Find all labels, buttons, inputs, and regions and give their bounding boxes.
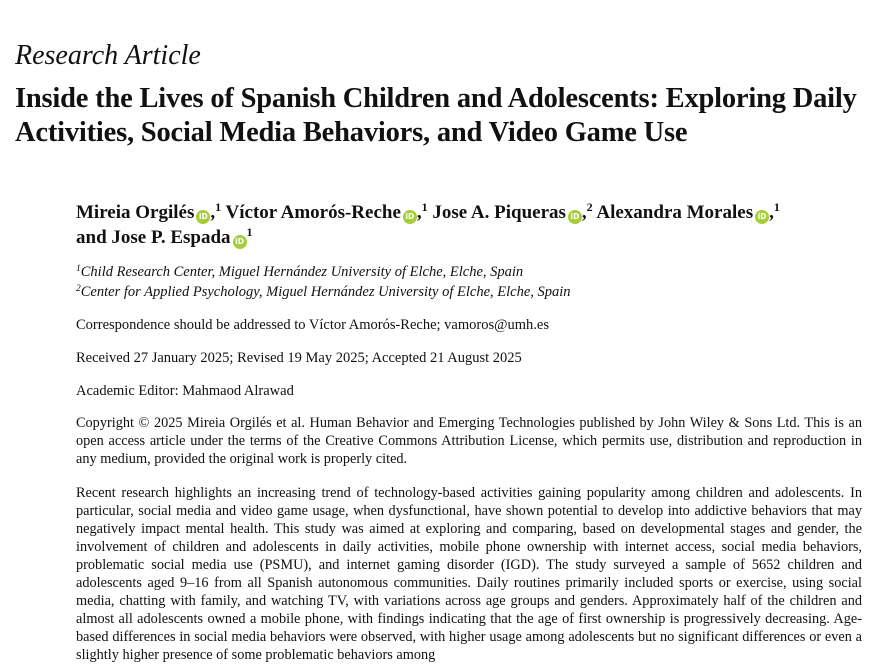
author-name[interactable]: Alexandra Morales: [596, 202, 754, 223]
authors-conjunction: and: [76, 227, 107, 248]
affiliation-marker: 2: [586, 200, 593, 214]
author-name[interactable]: Jose A. Piqueras: [432, 202, 566, 223]
copyright-paragraph: Copyright © 2025 Mireia Orgilés et al. Human Behavior and Emerging Technologies published by John Wiley & Sons Ltd. This is an open access article under the terms of the Creative Commons Attribution License, which permits use, distribution and reproduction in any medium, provided the original work is properly cited.: [76, 415, 862, 467]
article-type-label: Research Article: [15, 40, 201, 71]
affiliation-marker: 1: [421, 200, 428, 214]
article-title: Inside the Lives of Spanish Children and Adolescents: Exploring Daily Activities, Social Media Behaviors, and Video Game Use: [15, 83, 857, 148]
orcid-icon[interactable]: iD: [755, 210, 769, 224]
affiliation-item: $^2$Center for Applied Psychology, Miguel Hernández University of Elche, Elche, Spain: [76, 284, 571, 300]
orcid-icon[interactable]: iD: [568, 210, 582, 224]
affiliation-marker: 1: [246, 225, 253, 239]
correspondence-line: Correspondence should be addressed to Víctor Amorós-Reche; vamoros@umh.es: [76, 317, 549, 333]
orcid-icon[interactable]: iD: [233, 235, 247, 249]
author-name[interactable]: Jose P. Espada: [111, 227, 231, 248]
author-list: Mireia Orgilés iD ,$^1$ Víctor Amorós-Reche iD ,$^1$ Jose A. Piqueras iD ,$^2$ Alexandra Morales iD ,$^1$ and Jose P. Espada iD$^1$: [76, 200, 780, 248]
author-name[interactable]: Víctor Amorós-Reche: [225, 202, 401, 223]
orcid-icon[interactable]: iD: [196, 210, 210, 224]
affiliation-marker: 1: [215, 200, 222, 214]
affiliation-item: $^1$Child Research Center, Miguel Hernández University of Elche, Elche, Spain: [76, 264, 524, 280]
affiliation-marker: 1: [773, 200, 780, 214]
orcid-icon[interactable]: iD: [403, 210, 417, 224]
academic-editor-line: Academic Editor: Mahmaod Alrawad: [76, 383, 294, 399]
abstract-paragraph: Recent research highlights an increasing trend of technology-based activities gaining popularity among children and adolescents. In particular, social media and video game usage, when dysfunctional, have shown potential to develop into addictive behaviors that may negatively impact mental health. This study was aimed at exploring and comparing, based on developmental stages and gender, the involvement of children and adolescents in daily activities, mobile phone ownership with internet access, social media behaviors, problematic social media use (PSMU), and internet gaming disorder (IGD). The study surveyed a sample of 5652 children and adolescents aged 9–16 from all Spanish autonomous communities. Daily routines primarily included sports or exercise, using social media, chatting with family, and watching TV, with variations across age groups and genders. Approximately half of the children and almost all adolescents owned a mobile phone, with findings indicating that the age of first ownership is progressively decreasing. Age-based differences in social media behaviors were observed, with higher usage among adolescents but no significant differences or even a slightly higher presence of some problematic behaviors among: [76, 485, 862, 663]
dates-line: Received 27 January 2025; Revised 19 May 2025; Accepted 21 August 2025: [76, 350, 522, 366]
author-name[interactable]: Mireia Orgilés: [76, 202, 195, 223]
affiliations: [76, 262, 571, 302]
